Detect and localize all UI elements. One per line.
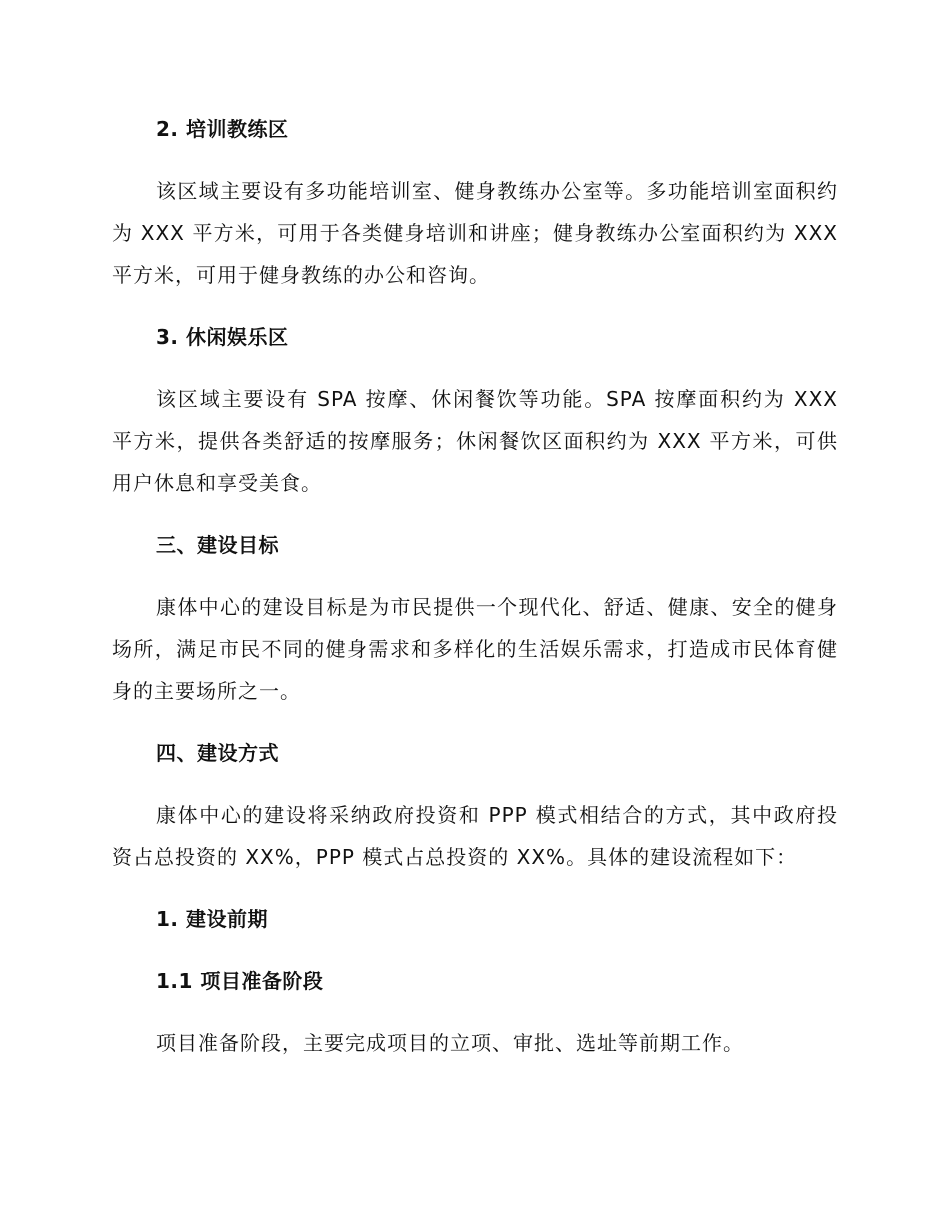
paragraph-training-area: 该区域主要设有多功能培训室、健身教练办公室等。多功能培训室面积约为 XXX 平方米，可用于各类健身培训和讲座；健身教练办公室面积约为 XXX 平方米，可用于健身教练的办公和咨询。: [112, 179, 838, 287]
subsection-heading-preparation: 1.1 项目准备阶段: [156, 969, 324, 993]
paragraph-preparation: 项目准备阶段，主要完成项目的立项、审批、选址等前期工作。: [156, 1031, 744, 1055]
paragraph-construction-method: 康体中心的建设将采纳政府投资和 PPP 模式相结合的方式，其中政府投资占总投资的 XX%，PPP 模式占总投资的 XX%。具体的建设流程如下：: [112, 803, 838, 869]
paragraph-leisure-area: 该区域主要设有 SPA 按摩、休闲餐饮等功能。SPA 按摩面积约为 XXX 平方米，提供各类舒适的按摩服务；休闲餐饮区面积约为 XXX 平方米，可供用户休息和享受美食。: [112, 387, 838, 495]
section-heading-leisure-area: 3. 休闲娱乐区: [156, 325, 289, 349]
paragraph-construction-goal: 康体中心的建设目标是为市民提供一个现代化、舒适、健康、安全的健身场所，满足市民不同的健身需求和多样化的生活娱乐需求，打造成市民体育健身的主要场所之一。: [112, 595, 838, 703]
section-heading-construction-goal: 三、建设目标: [156, 533, 279, 557]
section-heading-training-area: 2. 培训教练区: [156, 117, 289, 141]
document-body: [112, 108, 838, 1064]
section-heading-early-stage: 1. 建设前期: [156, 907, 268, 931]
section-heading-construction-method: 四、建设方式: [156, 741, 279, 765]
